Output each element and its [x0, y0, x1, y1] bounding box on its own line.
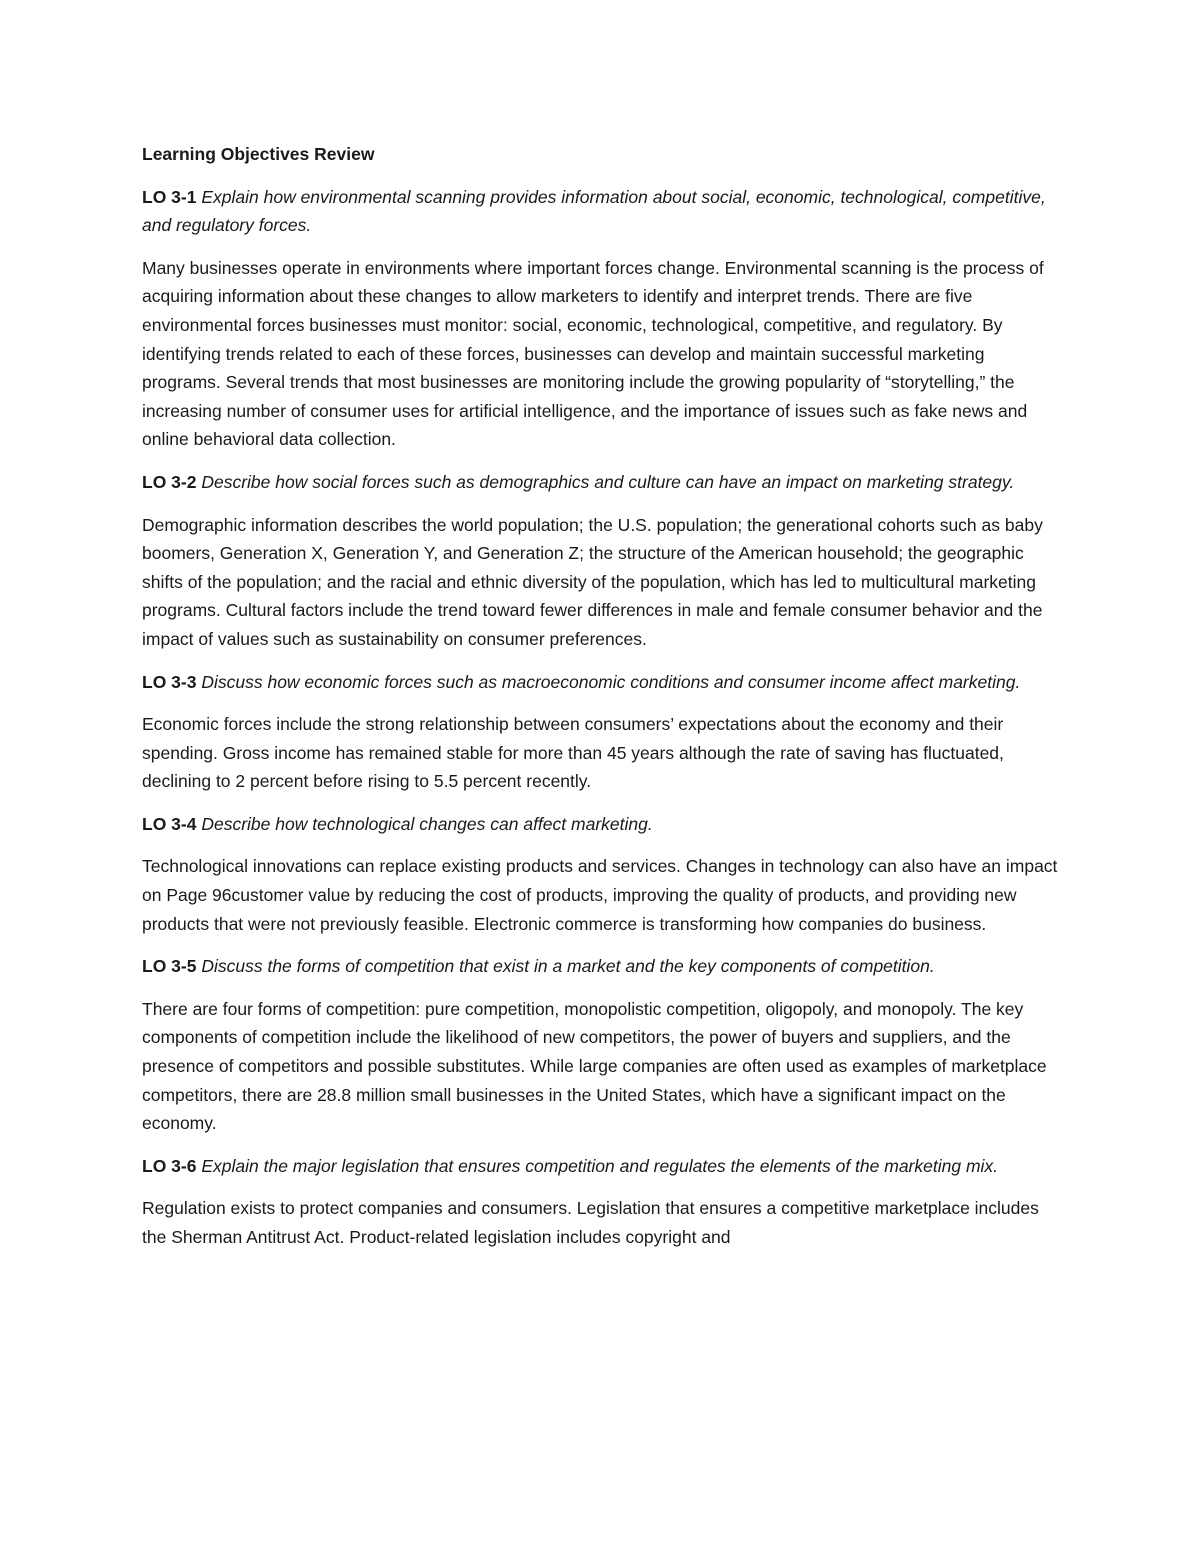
learning-objective-heading [142, 1152, 1068, 1181]
objective-description: Explain how environmental scanning provides information about social, economic, technological, competitive, and regulatory forces. [142, 186, 1046, 236]
objective-code: LO 3-5 [142, 956, 197, 977]
objective-summary: Economic forces include the strong relationship between consumers’ expectations about the economy and their spending. Gross income has remained stable for more than 45 years although the rate of saving has fluctuated, declining to 2 percent before rising to 5.5 percent recently. [142, 714, 1004, 792]
objective-summary: There are four forms of competition: pure competition, monopolistic competition, oligopoly, and monopoly. The key components of competition include the likelihood of new competitors, the power of buyers and suppliers, and the presence of competitors and possible substitutes. While large companies are often used as examples of marketplace competitors, there are 28.8 million small businesses in the United States, which have a significant impact on the economy. [142, 998, 1047, 1134]
learning-objective-heading [142, 468, 1068, 497]
learning-objective-heading [142, 810, 1068, 839]
objective-description: Describe how social forces such as demographics and culture can have an impact on marketing strategy. [201, 471, 1015, 492]
page-title: Learning Objectives Review [142, 144, 375, 164]
learning-objective-heading [142, 668, 1068, 697]
objective-description: Describe how technological changes can affect marketing. [201, 813, 653, 834]
objective-description: Discuss how economic forces such as macroeconomic conditions and consumer income affect marketing. [201, 671, 1021, 692]
objective-summary: Many businesses operate in environments where important forces change. Environmental scanning is the process of acquiring information about these changes to allow marketers to identify and interpret trends. There are five environmental forces businesses must monitor: social, economic, technological, competitive, and regulatory. By identifying trends related to each of these forces, businesses can develop and maintain successful marketing programs. Several trends that most businesses are monitoring include the growing popularity of “storytelling,” the increasing number of consumer uses for artificial intelligence, and the importance of issues such as fake news and online behavioral data collection. [142, 257, 1044, 450]
objective-code: LO 3-2 [142, 471, 197, 492]
objective-description: Discuss the forms of competition that exist in a market and the key components of competition. [201, 956, 935, 977]
learning-objective-heading [142, 183, 1068, 240]
objective-code: LO 3-6 [142, 1155, 197, 1176]
objective-summary: Technological innovations can replace existing products and services. Changes in technology can also have an impact on Page 96customer value by reducing the cost of products, improving the quality of products, and providing new products that were not previously feasible. Electronic commerce is transforming how companies do business. [142, 856, 1058, 934]
objective-summary: Demographic information describes the world population; the U.S. population; the generational cohorts such as baby boomers, Generation X, Generation Y, and Generation Z; the structure of the American household; the geographic shifts of the population; and the racial and ethnic diversity of the population, which has led to multicultural marketing programs. Cultural factors include the trend toward fewer differences in male and female consumer behavior and the impact of values such as sustainability on consumer preferences. [142, 514, 1043, 649]
objective-code: LO 3-3 [142, 671, 197, 692]
objective-code: LO 3-1 [142, 186, 197, 207]
objective-description: Explain the major legislation that ensures competition and regulates the elements of the marketing mix. [201, 1155, 999, 1176]
objective-code: LO 3-4 [142, 813, 197, 834]
objective-summary: Regulation exists to protect companies and consumers. Legislation that ensures a competitive marketplace includes the Sherman Antitrust Act. Product-related legislation includes copyright and [142, 1198, 1039, 1247]
document-page [142, 140, 1068, 1266]
learning-objective-heading [142, 952, 1068, 981]
